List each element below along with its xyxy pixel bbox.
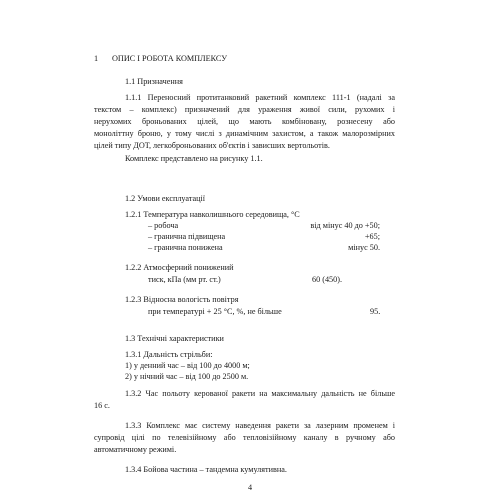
temp-value-max: +65; bbox=[364, 232, 380, 241]
temperature-title: 1.2.1 Температура навколишнього середовища, °С bbox=[125, 210, 300, 219]
range-night: 2) у нічний час – від 100 до 2500 м. bbox=[125, 372, 249, 381]
figure-reference: Комплекс представлено на рисунку 1.1. bbox=[125, 154, 263, 163]
guidance-line: супровід цілі по телевізійному або тепловізійному каналу в ручному або bbox=[94, 433, 395, 442]
section-number: 1 bbox=[94, 54, 99, 63]
pressure-title: 1.2.2 Атмосферний понижений bbox=[125, 263, 234, 272]
flight-time-line: 16 с. bbox=[94, 401, 110, 410]
pressure-value: 60 (450). bbox=[312, 275, 343, 284]
humidity-label: при температурі + 25 °С, %, не більше bbox=[148, 307, 282, 316]
temp-label-working: – робоча bbox=[148, 221, 179, 230]
humidity-title: 1.2.3 Відносна вологість повітря bbox=[125, 295, 239, 304]
guidance-line: 1.3.3 Комплекс має систему наведення ракети за лазерним променем і bbox=[125, 421, 395, 430]
paragraph-line: нерухомих броньованих цілей, що мають комбіновану, рознесену або bbox=[94, 117, 395, 126]
humidity-value: 95. bbox=[370, 307, 381, 316]
page-number: 4 bbox=[248, 483, 253, 492]
temp-label-max: – гранична підвищена bbox=[148, 232, 226, 241]
subsection-heading-conditions: 1.2 Умови експлуатації bbox=[125, 194, 206, 203]
guidance-line: автоматичному режимі. bbox=[94, 445, 177, 454]
paragraph-line: моноліттну броню, у тому числі з динамічним захистом, а також малорозмірних bbox=[94, 129, 395, 138]
section-title: ОПИС І РОБОТА КОМПЛЕКСУ bbox=[112, 54, 228, 63]
paragraph-line: 1.1.1 Переносний протитанковий ракетний комплекс 111-1 (надалі за bbox=[125, 93, 395, 102]
temp-value-working: від мінус 40 до +50; bbox=[310, 221, 380, 230]
temp-label-min: – гранична понижена bbox=[148, 243, 223, 252]
subsection-heading-purpose: 1.1 Призначення bbox=[125, 77, 183, 86]
subsection-heading-specs: 1.3 Технічні характеристики bbox=[125, 334, 224, 343]
paragraph-line: цілей типу ДОТ, легкоброньованих об'єктів і зависших вертольотів. bbox=[94, 141, 330, 150]
flight-time-line: 1.3.2 Час польоту керованої ракети на максимальну дальність не більше bbox=[125, 389, 395, 398]
warhead-text: 1.3.4 Бойова частина – тандемна кумулятивна. bbox=[125, 465, 287, 474]
temp-value-min: мінус 50. bbox=[348, 243, 380, 252]
paragraph-line: текстом – комплекс) призначений для ураження живої сили, рухомих і bbox=[94, 105, 395, 114]
range-day: 1) у денний час – від 100 до 4000 м; bbox=[125, 361, 250, 370]
pressure-label: тиск, кПа (мм рт. ст.) bbox=[148, 275, 221, 284]
range-title: 1.3.1 Дальність стрільби: bbox=[125, 350, 213, 359]
